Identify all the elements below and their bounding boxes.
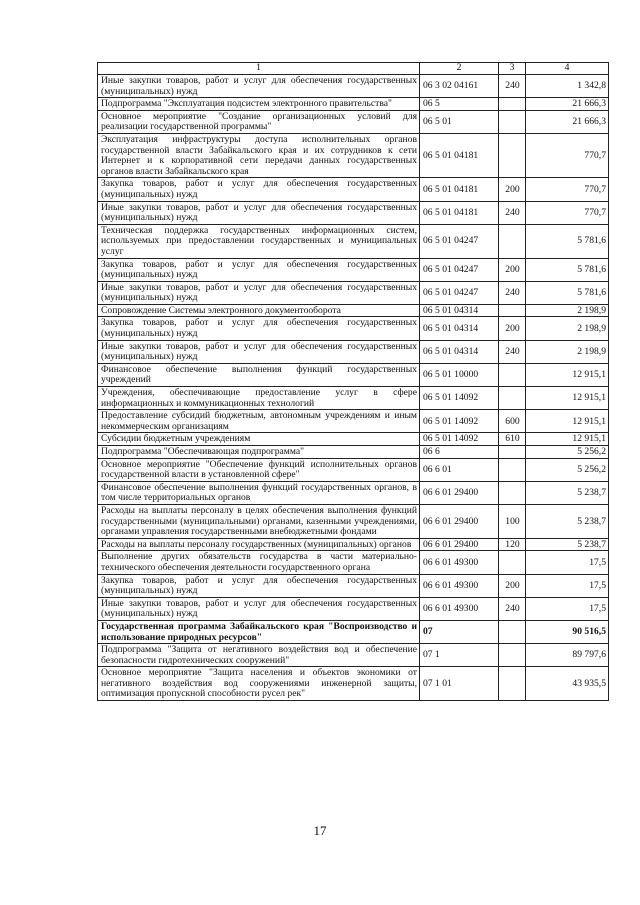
row-name: Субсидии бюджетным учреждениям — [98, 433, 420, 446]
row-sum: 2 198,9 — [526, 317, 609, 340]
row-vr: 200 — [499, 258, 526, 281]
row-code: 06 5 01 04314 — [420, 340, 499, 363]
row-code: 06 5 01 04314 — [420, 317, 499, 340]
row-name: Основное мероприятие "Защита населения и объектов экономики от негативного воздействия вод сооружениями инженерной защиты, оптимизация пропускной способности русел рек" — [98, 667, 420, 701]
row-code: 06 5 01 04314 — [420, 304, 499, 317]
row-code: 06 5 01 04247 — [420, 224, 499, 258]
row-vr: 240 — [499, 597, 526, 620]
row-name: Закупка товаров, работ и услуг для обеспечения государственных (муниципальных) нужд — [98, 574, 420, 597]
row-vr — [499, 481, 526, 504]
row-sum: 2 198,9 — [526, 304, 609, 317]
row-vr — [499, 667, 526, 701]
table-row — [98, 620, 609, 643]
table-row — [98, 75, 609, 98]
row-code: 06 5 01 04181 — [420, 178, 499, 201]
row-name: Расходы на выплаты персоналу государственных (муниципальных) органов — [98, 538, 420, 551]
row-sum: 12 915,1 — [526, 410, 609, 433]
row-vr: 240 — [499, 75, 526, 98]
row-sum: 12 915,1 — [526, 387, 609, 410]
row-vr — [499, 387, 526, 410]
row-code: 06 6 01 49300 — [420, 551, 499, 574]
table-row — [98, 281, 609, 304]
row-sum: 5 238,7 — [526, 481, 609, 504]
row-name: Иные закупки товаров, работ и услуг для обеспечения государственных (муниципальных) нужд — [98, 75, 420, 98]
row-code: 06 5 — [420, 98, 499, 111]
row-vr: 120 — [499, 538, 526, 551]
table-row — [98, 387, 609, 410]
row-vr — [499, 110, 526, 133]
row-code: 06 6 01 49300 — [420, 574, 499, 597]
row-sum: 12 915,1 — [526, 433, 609, 446]
row-sum: 5 238,7 — [526, 538, 609, 551]
table-row — [98, 667, 609, 701]
row-code: 06 5 01 04181 — [420, 201, 499, 224]
row-vr: 200 — [499, 574, 526, 597]
row-vr — [499, 620, 526, 643]
row-name: Сопровождение Системы электронного документооборота — [98, 304, 420, 317]
row-name: Финансовое обеспечение выполнения функций государственных учреждений — [98, 363, 420, 386]
row-sum: 1 342,8 — [526, 75, 609, 98]
row-sum: 5 781,6 — [526, 281, 609, 304]
table-row — [98, 258, 609, 281]
row-name: Подпрограмма "Обеспечивающая подпрограмма" — [98, 446, 420, 459]
row-name: Расходы на выплаты персоналу в целях обеспечения выполнения функций государственными (муниципальными) органами, казенными учреждениями, органами управления государственными внебюджетными фондами — [98, 504, 420, 538]
row-code: 06 5 01 10000 — [420, 363, 499, 386]
table-row — [98, 410, 609, 433]
row-name: Закупка товаров, работ и услуг для обеспечения государственных (муниципальных) нужд — [98, 317, 420, 340]
row-name: Выполнение других обязательств государства в части материально-технического обеспечения деятельности государственного органа — [98, 551, 420, 574]
row-name: Основное мероприятие "Создание организационных условий для реализации государственной программы" — [98, 110, 420, 133]
row-vr: 240 — [499, 201, 526, 224]
row-vr — [499, 644, 526, 667]
row-sum: 5 238,7 — [526, 504, 609, 538]
row-code: 06 5 01 14092 — [420, 387, 499, 410]
row-code: 06 5 01 04181 — [420, 133, 499, 177]
row-vr: 600 — [499, 410, 526, 433]
row-code: 06 5 01 — [420, 110, 499, 133]
row-code: 06 5 01 04247 — [420, 281, 499, 304]
row-name: Финансовое обеспечение выполнения функций государственных органов, в том числе территориальных органов — [98, 481, 420, 504]
row-vr — [499, 551, 526, 574]
row-code: 06 6 — [420, 446, 499, 459]
table-body — [98, 75, 609, 701]
row-code: 06 6 01 29400 — [420, 481, 499, 504]
row-name: Закупка товаров, работ и услуг для обеспечения государственных (муниципальных) нужд — [98, 178, 420, 201]
table-row — [98, 504, 609, 538]
row-sum: 770,7 — [526, 133, 609, 177]
row-code: 06 6 01 — [420, 458, 499, 481]
row-sum: 17,5 — [526, 574, 609, 597]
row-name: Закупка товаров, работ и услуг для обеспечения государственных (муниципальных) нужд — [98, 258, 420, 281]
table-row — [98, 304, 609, 317]
row-sum: 5 781,6 — [526, 258, 609, 281]
page-number: 17 — [313, 823, 327, 838]
row-name: Учреждения, обеспечивающие предоставление услуг в сфере информационных и коммуникационных технологий — [98, 387, 420, 410]
row-code: 06 5 01 04247 — [420, 258, 499, 281]
row-sum: 21 666,3 — [526, 110, 609, 133]
row-sum: 89 797,6 — [526, 644, 609, 667]
row-sum: 5 256,2 — [526, 458, 609, 481]
table-row — [98, 317, 609, 340]
row-name: Иные закупки товаров, работ и услуг для обеспечения государственных (муниципальных) нужд — [98, 340, 420, 363]
row-vr — [499, 133, 526, 177]
row-sum: 770,7 — [526, 178, 609, 201]
table-row — [98, 481, 609, 504]
row-sum: 90 516,5 — [526, 620, 609, 643]
row-name: Государственная программа Забайкальского края "Воспроизводство и использование природных ресурсов" — [98, 620, 420, 643]
row-vr — [499, 446, 526, 459]
row-vr — [499, 98, 526, 111]
row-name: Иные закупки товаров, работ и услуг для обеспечения государственных (муниципальных) нужд — [98, 281, 420, 304]
row-name: Предоставление субсидий бюджетным, автономным учреждениям и иным некоммерческим организациям — [98, 410, 420, 433]
row-vr — [499, 304, 526, 317]
row-vr: 610 — [499, 433, 526, 446]
table-row — [98, 98, 609, 111]
header-col-code: 2 — [420, 63, 499, 75]
row-code: 07 1 — [420, 644, 499, 667]
table-row — [98, 224, 609, 258]
row-code: 06 6 01 29400 — [420, 538, 499, 551]
row-name: Иные закупки товаров, работ и услуг для обеспечения государственных (муниципальных) нужд — [98, 597, 420, 620]
row-vr — [499, 363, 526, 386]
row-vr: 200 — [499, 178, 526, 201]
row-name: Основное мероприятие "Обеспечение функций исполнительных органов государственной власти в установленной сфере" — [98, 458, 420, 481]
table-row — [98, 133, 609, 177]
row-sum: 21 666,3 — [526, 98, 609, 111]
row-sum: 43 935,5 — [526, 667, 609, 701]
row-sum: 12 915,1 — [526, 363, 609, 386]
budget-table — [97, 62, 609, 701]
table-row — [98, 363, 609, 386]
table-row — [98, 201, 609, 224]
row-vr: 240 — [499, 340, 526, 363]
row-sum: 5 256,2 — [526, 446, 609, 459]
row-name: Подпрограмма "Защита от негативного воздействия вод и обеспечение безопасности гидротехнических сооружений" — [98, 644, 420, 667]
table-row — [98, 644, 609, 667]
header-col-sum: 4 — [526, 63, 609, 75]
row-code: 07 1 01 — [420, 667, 499, 701]
table-row — [98, 340, 609, 363]
row-sum: 17,5 — [526, 597, 609, 620]
row-code: 06 5 01 14092 — [420, 433, 499, 446]
row-code: 06 5 01 14092 — [420, 410, 499, 433]
row-vr — [499, 458, 526, 481]
row-name: Эксплуатация инфраструктуры доступа исполнительных органов государственной власти Забайкальского края и их сотрудников к сети Интернет и к корпоративной сети передачи данных государственных органов власти Забайкальского края — [98, 133, 420, 177]
row-sum: 17,5 — [526, 551, 609, 574]
row-vr: 200 — [499, 317, 526, 340]
row-code: 06 6 01 29400 — [420, 504, 499, 538]
row-code: 06 3 02 04161 — [420, 75, 499, 98]
table-row — [98, 574, 609, 597]
row-code: 06 6 01 49300 — [420, 597, 499, 620]
row-sum: 5 781,6 — [526, 224, 609, 258]
table-row — [98, 538, 609, 551]
row-sum: 770,7 — [526, 201, 609, 224]
row-vr: 100 — [499, 504, 526, 538]
row-vr — [499, 224, 526, 258]
header-row — [98, 63, 609, 75]
table-row — [98, 597, 609, 620]
row-vr: 240 — [499, 281, 526, 304]
header-col-name: 1 — [98, 63, 420, 75]
row-name: Техническая поддержка государственных информационных систем, используемых при предоставлении государственных и муниципальных услуг — [98, 224, 420, 258]
table-row — [98, 458, 609, 481]
table-row — [98, 446, 609, 459]
table-row — [98, 110, 609, 133]
table-row — [98, 433, 609, 446]
table-row — [98, 551, 609, 574]
row-name: Подпрограмма "Эксплуатация подсистем электронного правительства" — [98, 98, 420, 111]
row-sum: 2 198,9 — [526, 340, 609, 363]
row-code: 07 — [420, 620, 499, 643]
table-row — [98, 178, 609, 201]
header-col-vr: 3 — [499, 63, 526, 75]
row-name: Иные закупки товаров, работ и услуг для обеспечения государственных (муниципальных) нужд — [98, 201, 420, 224]
